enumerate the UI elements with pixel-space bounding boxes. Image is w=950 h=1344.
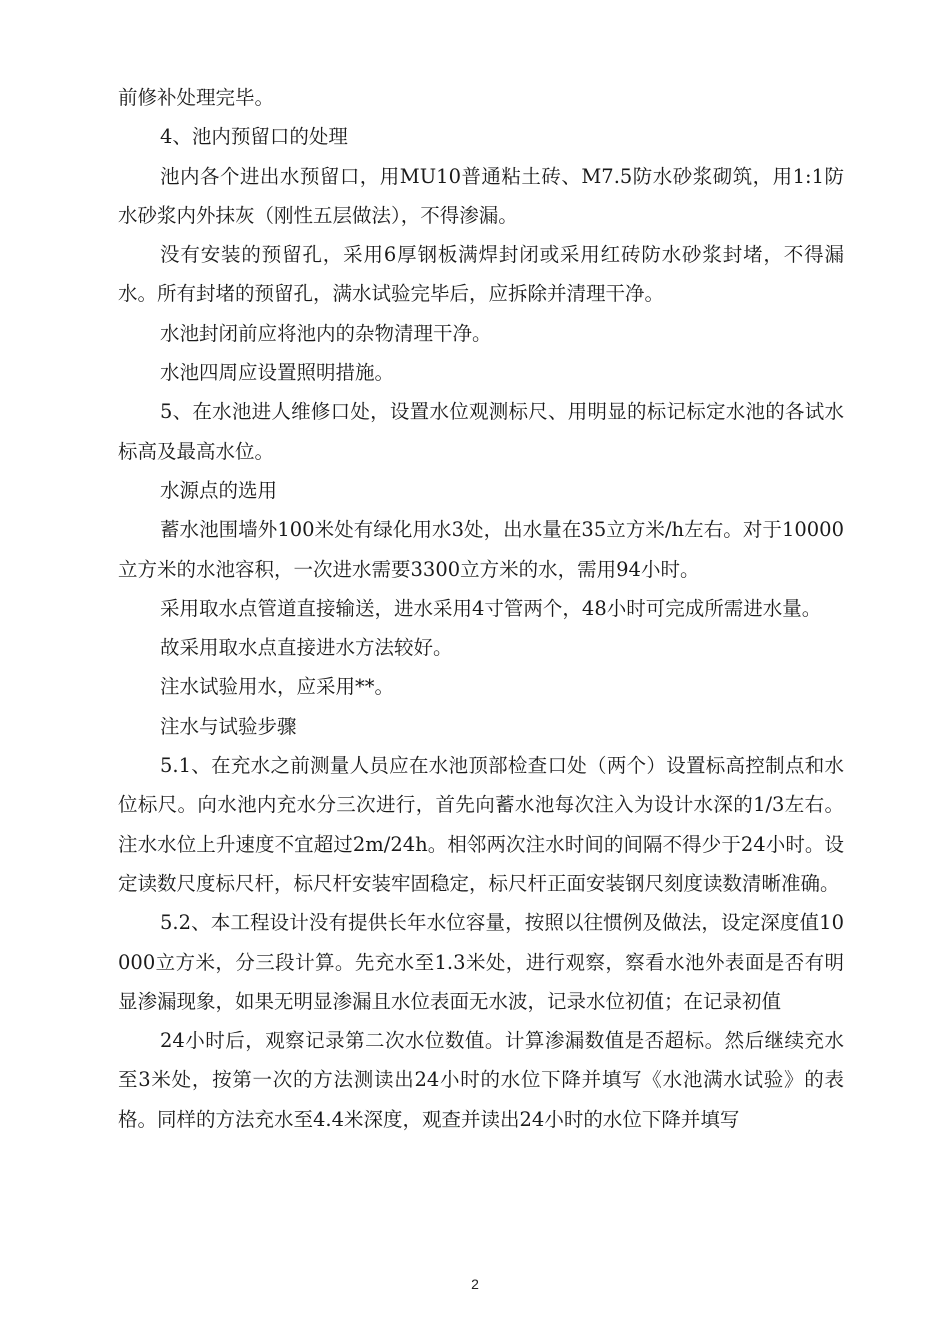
paragraph: 蓄水池围墙外100米处有绿化用水3处，出水量在35立方米/h左右。对于10000立方米的水池容积，一次进水需要3300立方米的水，需用94小时。 xyxy=(118,518,844,581)
paragraph: 没有安装的预留孔，采用6厚钢板满焊封闭或采用红砖防水砂浆封堵，不得漏水。所有封堵的预留孔，满水试验完毕后，应拆除并清理干净。 xyxy=(118,243,844,306)
paragraph: 故采用取水点直接进水方法较好。 xyxy=(160,636,453,660)
paragraph: 前修补处理完毕。 xyxy=(118,86,275,109)
document-body xyxy=(118,78,844,1139)
paragraph: 5.1、在充水之前测量人员应在水池顶部检查口处（两个）设置标高控制点和水位标尺。向水池内充水分三次进行，首先向蓄水池每次注入为设计水深的1/3左右。注水水位上升速度不宜超过2m/24h。相邻两次注水时间的间隔不得少于24小时。设定读数尺度标尺杆，标尺杆安装牢固稳定，标尺杆正面安装钢尺刻度读数清晰准确。 xyxy=(118,754,844,895)
paragraph: 水池封闭前应将池内的杂物清理干净。 xyxy=(160,321,492,345)
paragraph: 注水试验用水，应采用**。 xyxy=(160,675,395,699)
paragraph: 5.2、本工程设计没有提供长年水位容量，按照以往惯例及做法，设定深度值10000立方米，分三段计算。先充水至1.3米处，进行观察，察看水池外表面是否有明显渗漏现象，如果无明显渗漏且水位表面无水波，记录水位初值；在记录初值 xyxy=(118,911,844,1013)
paragraph: 5、在水池进人维修口处，设置水位观测标尺、用明显的标记标定水池的各试水标高及最高水位。 xyxy=(118,400,844,463)
section-heading: 注水与试验步骤 xyxy=(160,714,297,738)
paragraph: 池内各个进出水预留口，用MU10普通粘土砖、M7.5防水砂浆砌筑，用1:1防水砂浆内外抹灰（刚性五层做法），不得渗漏。 xyxy=(118,164,844,227)
paragraph: 采用取水点管道直接输送，进水采用4寸管两个，48小时可完成所需进水量。 xyxy=(160,596,822,620)
paragraph: 24小时后，观察记录第二次水位数值。计算渗漏数值是否超标。然后继续充水至3米处，按第一次的方法测读出24小时的水位下降并填写《水池满水试验》的表格。同样的方法充水至4.4米深度，观查并读出24小时的水位下降并填写 xyxy=(118,1029,844,1131)
paragraph: 水池四周应设置照明措施。 xyxy=(160,361,395,385)
section-heading: 4、池内预留口的处理 xyxy=(160,125,348,149)
page-number: 2 xyxy=(471,1276,479,1292)
section-heading: 水源点的选用 xyxy=(160,478,278,502)
